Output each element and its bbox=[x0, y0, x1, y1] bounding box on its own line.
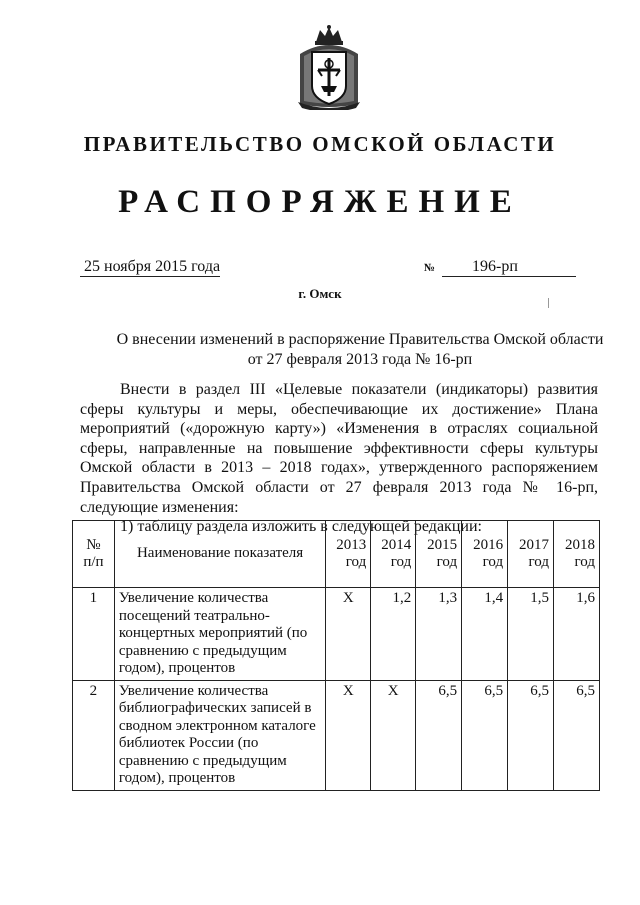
header-year-value: 2017 bbox=[519, 536, 550, 553]
value-2017: 1,5 bbox=[508, 588, 554, 681]
value-2017: 6,5 bbox=[508, 680, 554, 790]
value-2016: 1,4 bbox=[462, 588, 508, 681]
header-year-suffix: год bbox=[436, 554, 458, 570]
header-year-value: 2015 bbox=[427, 536, 458, 553]
document-subject bbox=[80, 330, 640, 370]
header-year-value: 2014 bbox=[381, 536, 412, 553]
row-number: 2 bbox=[73, 680, 115, 790]
number-prefix: № bbox=[424, 262, 436, 274]
city-name: г. Омск bbox=[298, 286, 342, 301]
header-num-line1: № bbox=[86, 536, 101, 553]
header-year-suffix: год bbox=[574, 554, 595, 570]
header-year-2014 bbox=[371, 521, 416, 588]
body-paragraph-1: Внести в раздел III «Целевые показатели (индикаторы) развития сферы культуры и меры, обеспечивающие их достижение» Плана мероприятий («дорожную карту») «Изменения в отраслях социальной сферы, направленные на повышение эффективности сферы культуры Омской области в 2013 – 2018 годах», утвержденного распоряжением Правительства Омской области от 27 февраля 2013 года № 16-рп, следующие изменения: bbox=[80, 381, 598, 516]
indicator-name: Увеличение количества посещений театрально-концертных мероприятий (по сравнению с предыдущим годом), процентов bbox=[114, 588, 325, 681]
value-2013: Х bbox=[326, 588, 371, 681]
value-2013: Х bbox=[326, 680, 371, 790]
header-year-suffix: год bbox=[528, 554, 550, 570]
value-2018: 1,6 bbox=[554, 588, 600, 681]
row-number: 1 bbox=[73, 588, 115, 681]
header-num-line2: п/п bbox=[83, 554, 104, 570]
value-2014: 1,2 bbox=[371, 588, 416, 681]
subject-line-1: О внесении изменений в распоряжение Правительства Омской области bbox=[116, 331, 604, 348]
header-year-suffix: год bbox=[390, 554, 412, 570]
header-year-2013 bbox=[326, 521, 371, 588]
organization-name: ПРАВИТЕЛЬСТВО ОМСКОЙ ОБЛАСТИ bbox=[83, 132, 557, 156]
value-2015: 1,3 bbox=[416, 588, 462, 681]
body-paragraph-2: 1) таблицу раздела изложить в следующей редакции: bbox=[120, 518, 482, 536]
header-year-suffix: год bbox=[482, 554, 504, 570]
value-2015: 6,5 bbox=[416, 680, 462, 790]
document-type-title: РАСПОРЯЖЕНИЕ bbox=[118, 184, 522, 220]
header-year-value: 2013 bbox=[336, 536, 367, 553]
table-row bbox=[73, 588, 600, 681]
value-2014: Х bbox=[371, 680, 416, 790]
header-year-value: 2018 bbox=[565, 536, 595, 553]
header-indicator-name: Наименование показателя bbox=[114, 521, 325, 588]
header-num bbox=[73, 521, 115, 588]
header-year-2017 bbox=[508, 521, 554, 588]
indicators-table bbox=[72, 520, 600, 791]
table-row bbox=[73, 680, 600, 790]
value-2018: 6,5 bbox=[554, 680, 600, 790]
header-year-2016 bbox=[462, 521, 508, 588]
table-header-row bbox=[73, 521, 600, 588]
document-number: 196-рп bbox=[442, 258, 576, 277]
header-year-value: 2016 bbox=[473, 536, 504, 553]
scan-mark bbox=[548, 298, 549, 308]
subject-line-2: от 27 февраля 2013 года № 16-рп bbox=[247, 351, 473, 368]
header-year-suffix: год bbox=[345, 554, 367, 570]
header-year-2015 bbox=[416, 521, 462, 588]
omsk-coat-of-arms-icon bbox=[296, 24, 362, 110]
document-date: 25 ноября 2015 года bbox=[80, 258, 220, 277]
document-body bbox=[80, 380, 598, 537]
indicator-name: Увеличение количества библиографических записей в сводном электронном каталоге библиотек России (по сравнению с предыдущим годом), процентов bbox=[114, 680, 325, 790]
value-2016: 6,5 bbox=[462, 680, 508, 790]
header-year-2018 bbox=[554, 521, 600, 588]
